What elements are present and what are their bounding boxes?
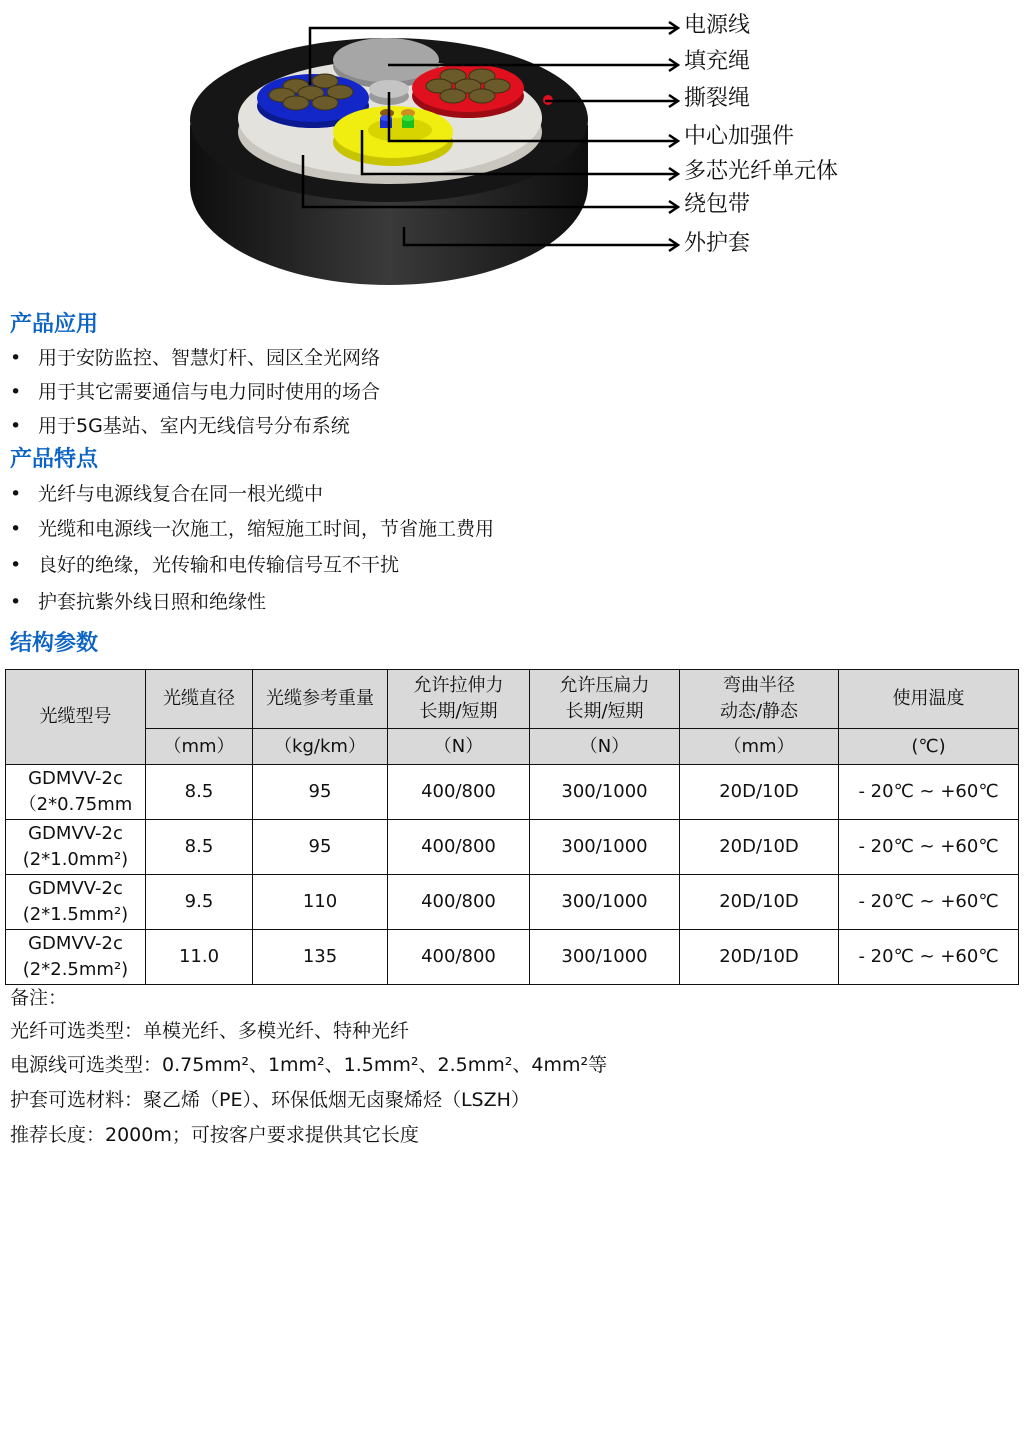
callout-wrap-tape: 绕包带: [684, 192, 751, 217]
bullet-icon: •: [10, 591, 22, 613]
cable-cross-section-figure: [0, 0, 1024, 300]
cell-diameter: 8.5: [146, 820, 253, 875]
bullet-icon: •: [10, 518, 22, 540]
cell-model: GDMVV-2c (2*1.5mm²): [6, 875, 146, 930]
feature-item: • 光缆和电源线一次施工，缩短施工时间，节省施工费用: [10, 518, 495, 540]
callout-fiber-unit: 多芯光纤单元体: [684, 159, 839, 184]
cell-diameter: 11.0: [146, 930, 253, 985]
cell-crush: 300/1000: [530, 765, 680, 820]
application-item: • 用于5G基站、室内无线信号分布系统: [10, 415, 350, 437]
structure-heading: 结构参数: [10, 631, 99, 656]
cell-tensile: 400/800: [388, 765, 530, 820]
spec-table: [5, 669, 1019, 985]
table-row: [6, 820, 1019, 875]
cell-bend: 20D/10D: [680, 875, 839, 930]
table-row: [6, 765, 1019, 820]
table-header-row: [6, 670, 1019, 729]
bullet-icon: •: [10, 381, 22, 403]
applications-heading: 产品应用: [10, 312, 99, 337]
bullet-icon: •: [10, 483, 22, 505]
callout-rip-cord: 撕裂绳: [684, 86, 751, 111]
header-bend-radius: 弯曲半径 动态/静态: [680, 670, 839, 729]
callout-filler-rope: 填充绳: [684, 49, 751, 74]
header-weight: 光缆参考重量: [253, 670, 388, 729]
cell-model: GDMVV-2c (2*2.5mm²): [6, 930, 146, 985]
callout-center-strength: 中心加强件: [684, 124, 795, 149]
table-unit-row: [6, 729, 1019, 765]
cell-crush: 300/1000: [530, 875, 680, 930]
note-power-types: 电源线可选类型：0.75mm²、1mm²、1.5mm²、2.5mm²、4mm²等: [10, 1054, 608, 1076]
cell-diameter: 9.5: [146, 875, 253, 930]
cell-weight: 135: [253, 930, 388, 985]
cell-bend: 20D/10D: [680, 820, 839, 875]
application-item: • 用于其它需要通信与电力同时使用的场合: [10, 381, 381, 403]
cell-crush: 300/1000: [530, 930, 680, 985]
bullet-icon: •: [10, 415, 22, 437]
cell-tensile: 400/800: [388, 875, 530, 930]
cell-model: GDMVV-2c （2*0.75mm: [6, 765, 146, 820]
cell-bend: 20D/10D: [680, 930, 839, 985]
notes-title: 备注：: [10, 987, 68, 1009]
note-jacket-materials: 护套可选材料：聚乙烯（PE）、环保低烟无卤聚烯烃（LSZH）: [10, 1089, 530, 1111]
unit-weight: （kg/km）: [253, 729, 388, 765]
cell-weight: 110: [253, 875, 388, 930]
arrow-right-icon: [669, 22, 678, 251]
note-length: 推荐长度：2000m；可按客户要求提供其它长度: [10, 1124, 419, 1146]
feature-item: • 良好的绝缘，光传输和电传输信号互不干扰: [10, 554, 400, 576]
cell-temp: - 20℃ ~ +60℃: [839, 930, 1019, 985]
bullet-icon: •: [10, 554, 22, 576]
application-item: • 用于安防监控、智慧灯杆、园区全光网络: [10, 347, 381, 369]
unit-temperature: (℃): [839, 729, 1019, 765]
cell-weight: 95: [253, 765, 388, 820]
cell-tensile: 400/800: [388, 930, 530, 985]
note-fiber-types: 光纤可选类型：单模光纤、多模光纤、特种光纤: [10, 1020, 410, 1042]
cell-temp: - 20℃ ~ +60℃: [839, 765, 1019, 820]
cable-diagram: [0, 0, 1024, 300]
unit-bend-radius: （mm）: [680, 729, 839, 765]
header-model: 光缆型号: [6, 670, 146, 765]
cell-diameter: 8.5: [146, 765, 253, 820]
cell-model: GDMVV-2c (2*1.0mm²): [6, 820, 146, 875]
cell-temp: - 20℃ ~ +60℃: [839, 875, 1019, 930]
table-row: [6, 875, 1019, 930]
unit-crush: （N）: [530, 729, 680, 765]
header-temperature: 使用温度: [839, 670, 1019, 729]
callout-power-line: 电源线: [684, 13, 751, 38]
table-row: [6, 930, 1019, 985]
unit-tensile: （N）: [388, 729, 530, 765]
cell-tensile: 400/800: [388, 820, 530, 875]
feature-item: • 护套抗紫外线日照和绝缘性: [10, 591, 267, 613]
header-tensile: 允许拉伸力 长期/短期: [388, 670, 530, 729]
cell-crush: 300/1000: [530, 820, 680, 875]
feature-item: • 光纤与电源线复合在同一根光缆中: [10, 483, 324, 505]
bullet-icon: •: [10, 347, 22, 369]
cell-weight: 95: [253, 820, 388, 875]
callout-outer-jacket: 外护套: [684, 231, 751, 256]
unit-diameter: （mm）: [146, 729, 253, 765]
cell-temp: - 20℃ ~ +60℃: [839, 820, 1019, 875]
features-heading: 产品特点: [10, 447, 99, 472]
header-crush: 允许压扁力 长期/短期: [530, 670, 680, 729]
cell-bend: 20D/10D: [680, 765, 839, 820]
header-diameter: 光缆直径: [146, 670, 253, 729]
